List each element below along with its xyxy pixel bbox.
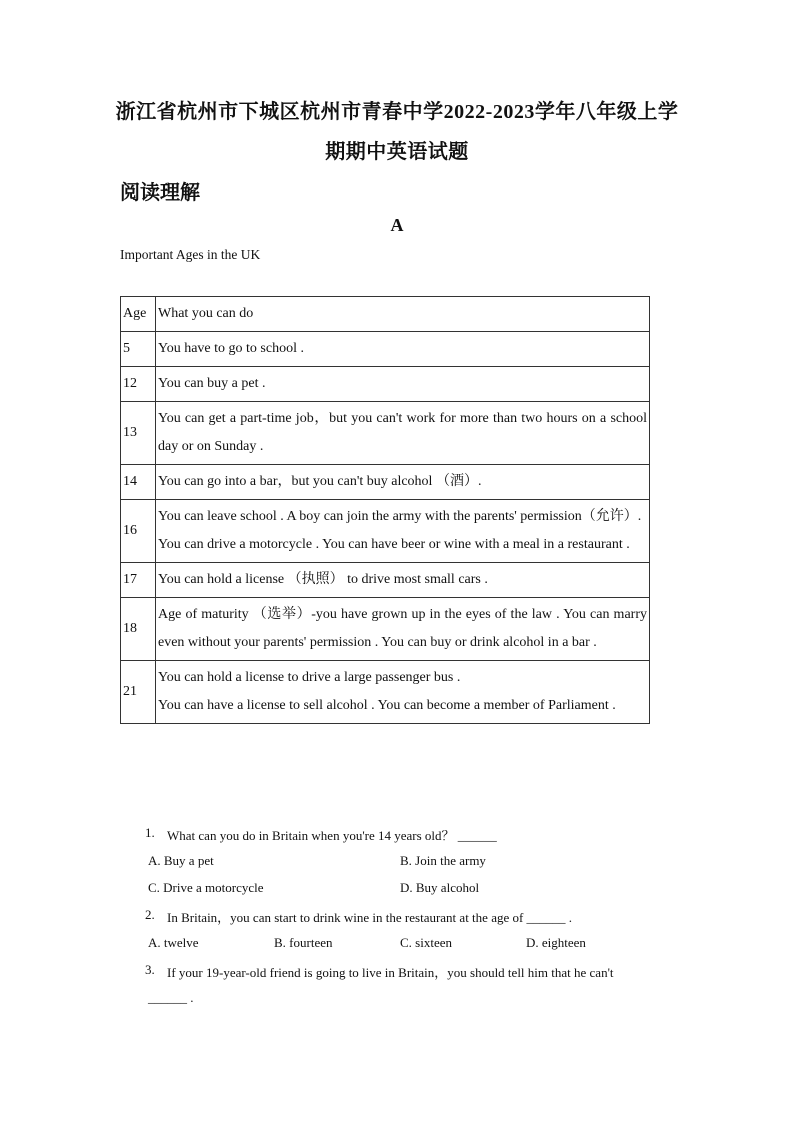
question-3-text: If your 19-year-old friend is going to live in Britain，you should tell him that he can't [167, 965, 614, 980]
question-1-number: 1. [145, 825, 155, 840]
section-heading: 阅读理解 [120, 182, 200, 204]
age-cell: 12 [121, 367, 156, 402]
desc-cell [156, 500, 650, 563]
ages-table [120, 296, 650, 724]
desc-line: You can drive a motorcycle . You can have beer or wine with a meal in a restaurant . [158, 537, 630, 552]
table-row [121, 500, 650, 563]
age-cell: 5 [121, 332, 156, 367]
age-cell: 14 [121, 465, 156, 500]
desc-line: You can buy a pet . [158, 376, 266, 391]
document-title-line-1: 浙江省杭州市下城区杭州市青春中学2022-2023学年八年级上学 [115, 101, 679, 123]
age-cell: 16 [121, 500, 156, 563]
desc-line: You can get a part-time job，but you can't work for more than two hours on a school day or on Sunday . [158, 411, 647, 454]
question-2-text: In Britain，you can start to drink wine in the restaurant at the age of ______ . [167, 910, 573, 925]
table-row [121, 367, 650, 402]
age-cell: 21 [121, 661, 156, 724]
header-desc: What you can do [156, 297, 650, 332]
desc-cell [156, 402, 650, 465]
desc-line: You can hold a license to drive a large passenger bus . [158, 670, 461, 685]
age-cell: 17 [121, 563, 156, 598]
table-row [121, 402, 650, 465]
header-age: Age [121, 297, 156, 332]
question-1-option-b: B. Join the army [400, 853, 486, 868]
table-header-row [121, 297, 650, 332]
desc-line: You can leave school . A boy can join the army with the parents' permission（允许）. [158, 509, 642, 524]
table-row [121, 598, 650, 661]
question-2-option-c: C. sixteen [400, 935, 452, 950]
desc-line: You can go into a bar，but you can't buy alcohol （酒）. [158, 474, 482, 489]
question-1-option-a: A. Buy a pet [148, 853, 214, 868]
desc-line: Age of maturity （选举）-you have grown up in the eyes of the law . You can marry even without your parents' permission . You can buy or drink alcohol in a bar . [158, 607, 647, 650]
desc-line: You can have a license to sell alcohol . You can become a member of Parliament . [158, 698, 616, 713]
table-row [121, 661, 650, 724]
passage-label: A [390, 215, 404, 235]
age-cell: 13 [121, 402, 156, 465]
document-title-line-2: 期期中英语试题 [325, 141, 469, 163]
desc-cell [156, 598, 650, 661]
question-1-option-c: C. Drive a motorcycle [148, 880, 264, 895]
desc-cell [156, 661, 650, 724]
question-3-number: 3. [145, 962, 155, 977]
question-1-text: What can you do in Britain when you're 14 years old？ ______ [167, 828, 497, 843]
question-2-number: 2. [145, 907, 155, 922]
desc-cell [156, 563, 650, 598]
desc-line: You have to go to school . [158, 341, 304, 356]
table-row [121, 465, 650, 500]
question-3-blank: ______ . [148, 990, 194, 1005]
table-row [121, 332, 650, 367]
desc-cell [156, 465, 650, 500]
table-row [121, 563, 650, 598]
desc-line: You can hold a license （执照） to drive most small cars . [158, 572, 488, 587]
desc-cell [156, 367, 650, 402]
question-1-option-d: D. Buy alcohol [400, 880, 480, 895]
age-cell: 18 [121, 598, 156, 661]
question-2-option-a: A. twelve [148, 935, 199, 950]
table-caption: Important Ages in the UK [120, 247, 261, 262]
desc-cell [156, 332, 650, 367]
question-2-option-d: D. eighteen [526, 935, 586, 950]
question-2-option-b: B. fourteen [274, 935, 333, 950]
